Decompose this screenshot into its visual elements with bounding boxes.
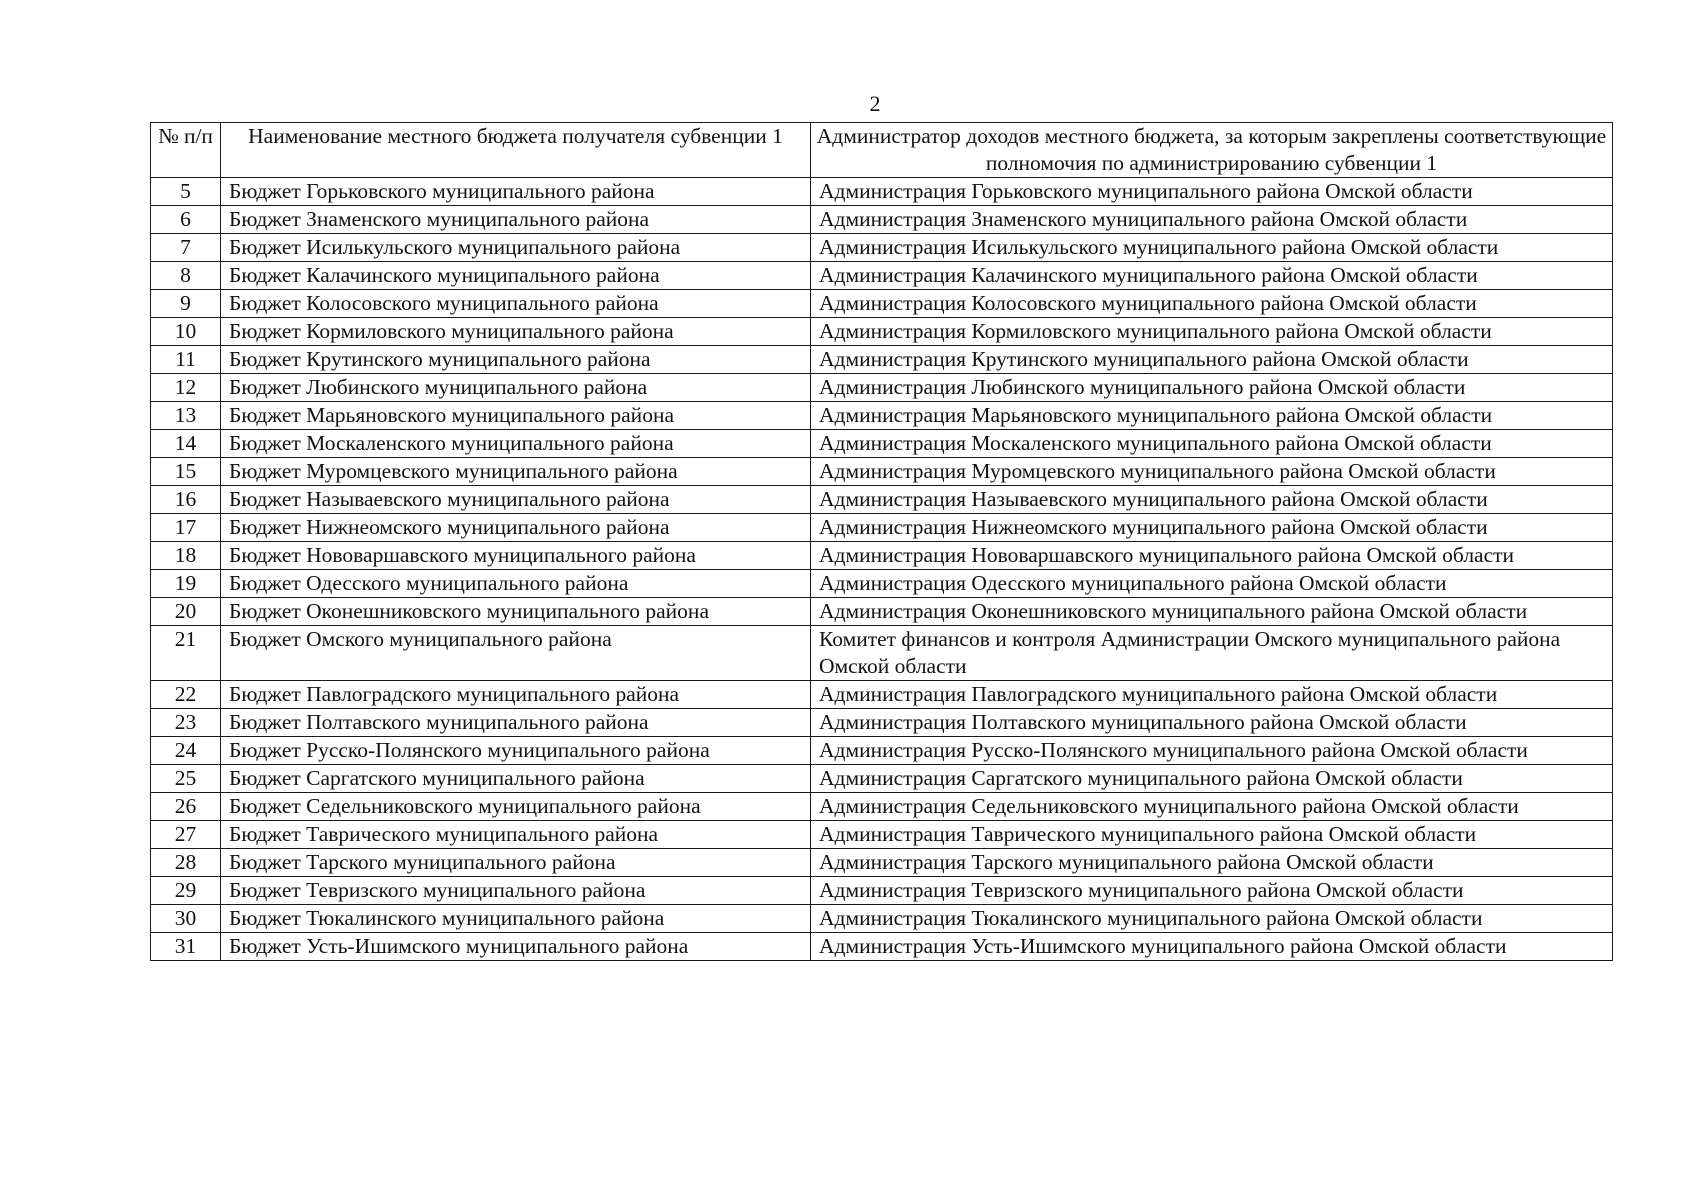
administrator-cell: Администрация Марьяновского муниципального района Омской области [811,402,1613,430]
budget-name-cell: Бюджет Колосовского муниципального района [221,290,811,318]
administrator-cell: Администрация Любинского муниципального района Омской области [811,374,1613,402]
budget-name-cell: Бюджет Крутинского муниципального района [221,346,811,374]
administrator-cell: Администрация Муромцевского муниципального района Омской области [811,458,1613,486]
row-number-cell: 28 [151,849,221,877]
table-row [151,542,1613,570]
administrator-cell: Администрация Оконешниковского муниципального района Омской области [811,598,1613,626]
administrator-cell: Администрация Саргатского муниципального района Омской области [811,765,1613,793]
table-row [151,234,1613,262]
table-row [151,318,1613,346]
table-row [151,178,1613,206]
administrator-cell: Администрация Колосовского муниципального района Омской области [811,290,1613,318]
table-row [151,486,1613,514]
row-number-cell: 9 [151,290,221,318]
budget-name-cell: Бюджет Оконешниковского муниципального района [221,598,811,626]
budget-name-cell: Бюджет Таврического муниципального района [221,821,811,849]
table-row [151,709,1613,737]
table-row [151,402,1613,430]
row-number-cell: 27 [151,821,221,849]
row-number-cell: 25 [151,765,221,793]
administrator-cell: Администрация Павлоградского муниципального района Омской области [811,681,1613,709]
administrator-cell: Администрация Тевризского муниципального района Омской области [811,877,1613,905]
table-row [151,681,1613,709]
row-number-cell: 22 [151,681,221,709]
administrator-cell: Администрация Москаленского муниципального района Омской области [811,430,1613,458]
budget-name-cell: Бюджет Одесского муниципального района [221,570,811,598]
table-row [151,765,1613,793]
row-number-cell: 20 [151,598,221,626]
administrator-cell: Администрация Тюкалинского муниципального района Омской области [811,905,1613,933]
row-number-cell: 7 [151,234,221,262]
administrator-cell: Администрация Одесского муниципального района Омской области [811,570,1613,598]
row-number-cell: 23 [151,709,221,737]
table-row [151,877,1613,905]
table-row [151,514,1613,542]
administrator-cell: Администрация Таврического муниципального района Омской области [811,821,1613,849]
row-number-cell: 11 [151,346,221,374]
budget-name-cell: Бюджет Любинского муниципального района [221,374,811,402]
table-row [151,458,1613,486]
page-number: 2 [869,91,881,116]
budget-name-cell: Бюджет Тарского муниципального района [221,849,811,877]
budget-name-cell: Бюджет Исилькульского муниципального района [221,234,811,262]
table-row [151,849,1613,877]
budget-name-cell: Бюджет Усть-Ишимского муниципального района [221,933,811,961]
row-number-cell: 21 [151,626,221,681]
table-row [151,430,1613,458]
row-number-cell: 17 [151,514,221,542]
budget-name-cell: Бюджет Русско-Полянского муниципального района [221,737,811,765]
row-number-cell: 16 [151,486,221,514]
table-row [151,737,1613,765]
administrator-cell: Администрация Знаменского муниципального района Омской области [811,206,1613,234]
row-number-cell: 26 [151,793,221,821]
row-number-cell: 24 [151,737,221,765]
table-row [151,905,1613,933]
header-revenue-administrator: Администратор доходов местного бюджета, за которым закреплены соответствующие полномочия по администрированию субвенции 1 [811,123,1613,178]
row-number-cell: 6 [151,206,221,234]
administrator-cell: Администрация Нововаршавского муниципального района Омской области [811,542,1613,570]
table-row [151,374,1613,402]
header-budget-name: Наименование местного бюджета получателя субвенции 1 [221,123,811,178]
administrator-cell: Администрация Исилькульского муниципального района Омской области [811,234,1613,262]
row-number-cell: 8 [151,262,221,290]
budget-name-cell: Бюджет Кормиловского муниципального района [221,318,811,346]
budget-name-cell: Бюджет Тюкалинского муниципального района [221,905,811,933]
table-row [151,206,1613,234]
budget-name-cell: Бюджет Москаленского муниципального района [221,430,811,458]
administrator-cell: Администрация Полтавского муниципального района Омской области [811,709,1613,737]
row-number-cell: 15 [151,458,221,486]
administrator-cell: Администрация Называевского муниципального района Омской области [811,486,1613,514]
row-number-cell: 31 [151,933,221,961]
administrator-cell: Администрация Тарского муниципального района Омской области [811,849,1613,877]
budget-name-cell: Бюджет Знаменского муниципального района [221,206,811,234]
budget-name-cell: Бюджет Муромцевского муниципального района [221,458,811,486]
administrator-cell: Администрация Седельниковского муниципального района Омской области [811,793,1613,821]
row-number-cell: 19 [151,570,221,598]
budget-name-cell: Бюджет Полтавского муниципального района [221,709,811,737]
header-num: № п/п [151,123,221,178]
administrator-cell: Администрация Кормиловского муниципального района Омской области [811,318,1613,346]
row-number-cell: 14 [151,430,221,458]
administrator-cell: Комитет финансов и контроля Администрации Омского муниципального района Омской области [811,626,1613,681]
budget-name-cell: Бюджет Павлоградского муниципального района [221,681,811,709]
table-row [151,570,1613,598]
subvention-table [150,122,1613,961]
budget-name-cell: Бюджет Тевризского муниципального района [221,877,811,905]
budget-name-cell: Бюджет Седельниковского муниципального района [221,793,811,821]
table-row [151,262,1613,290]
administrator-cell: Администрация Калачинского муниципального района Омской области [811,262,1613,290]
table-header-row [151,123,1613,178]
table-row [151,821,1613,849]
row-number-cell: 13 [151,402,221,430]
administrator-cell: Администрация Усть-Ишимского муниципального района Омской области [811,933,1613,961]
administrator-cell: Администрация Горьковского муниципального района Омской области [811,178,1613,206]
budget-name-cell: Бюджет Марьяновского муниципального района [221,402,811,430]
row-number-cell: 5 [151,178,221,206]
budget-name-cell: Бюджет Горьковского муниципального района [221,178,811,206]
budget-name-cell: Бюджет Называевского муниципального района [221,486,811,514]
table-row [151,626,1613,681]
table-row [151,933,1613,961]
table-body [151,178,1613,961]
budget-name-cell: Бюджет Нововаршавского муниципального района [221,542,811,570]
row-number-cell: 29 [151,877,221,905]
table-row [151,346,1613,374]
table-row [151,793,1613,821]
table-row [151,290,1613,318]
administrator-cell: Администрация Крутинского муниципального района Омской области [811,346,1613,374]
row-number-cell: 10 [151,318,221,346]
row-number-cell: 12 [151,374,221,402]
budget-name-cell: Бюджет Нижнеомского муниципального района [221,514,811,542]
budget-name-cell: Бюджет Калачинского муниципального района [221,262,811,290]
administrator-cell: Администрация Русско-Полянского муниципального района Омской области [811,737,1613,765]
row-number-cell: 30 [151,905,221,933]
table-row [151,598,1613,626]
row-number-cell: 18 [151,542,221,570]
administrator-cell: Администрация Нижнеомского муниципального района Омской области [811,514,1613,542]
budget-name-cell: Бюджет Саргатского муниципального района [221,765,811,793]
budget-name-cell: Бюджет Омского муниципального района [221,626,811,681]
